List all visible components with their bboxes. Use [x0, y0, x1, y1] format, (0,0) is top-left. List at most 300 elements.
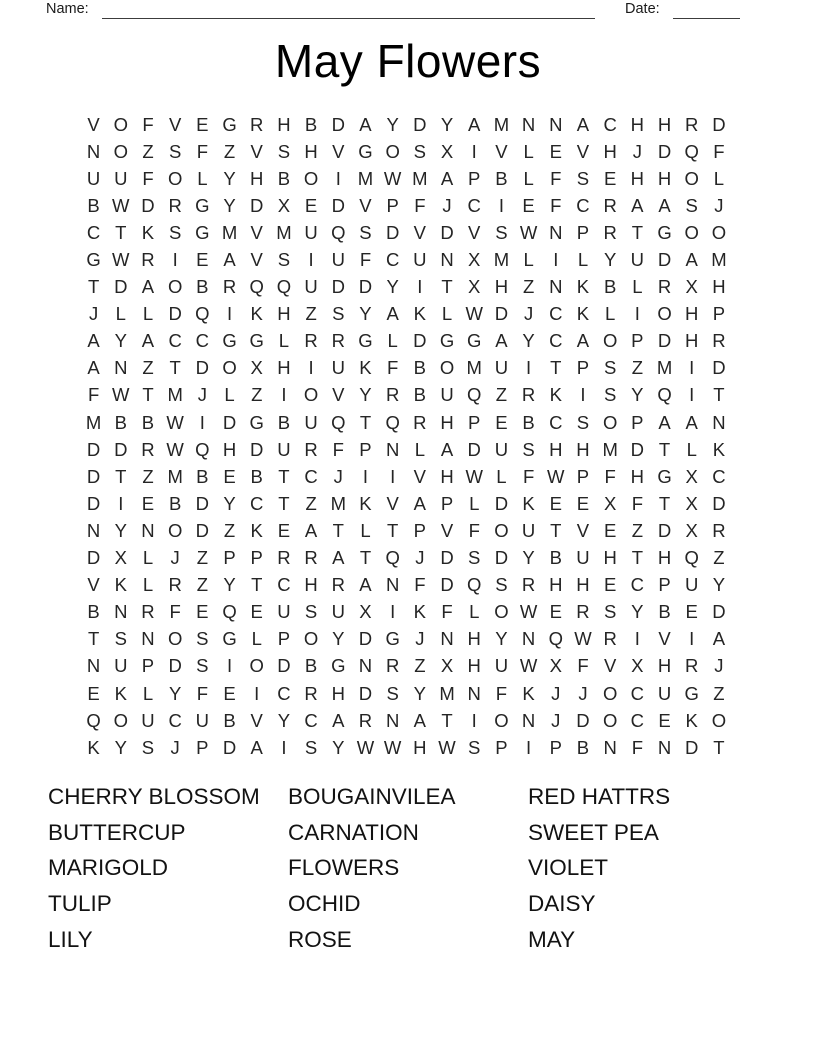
grid-letter: L: [278, 330, 290, 352]
grid-letter: S: [522, 438, 535, 460]
grid-letter: I: [498, 194, 504, 216]
grid-letter: T: [142, 384, 154, 406]
grid-letter: G: [657, 465, 672, 487]
grid-letter: E: [549, 492, 562, 514]
grid-letter: I: [526, 736, 532, 758]
grid-letter: Y: [114, 736, 127, 758]
grid-letter: G: [358, 140, 373, 162]
grid-letter: A: [87, 330, 100, 352]
grid-letter: N: [114, 601, 128, 623]
grid-letter: A: [576, 330, 590, 352]
grid-letter: H: [494, 276, 509, 298]
grid-letter: Y: [495, 628, 508, 650]
grid-letter: Q: [222, 601, 237, 623]
grid-letter: E: [603, 574, 617, 596]
grid-letter: D: [168, 303, 182, 325]
grid-letter: I: [199, 411, 205, 433]
grid-letter: Y: [332, 736, 345, 758]
grid-letter: A: [359, 574, 372, 596]
grid-letter: S: [168, 140, 182, 162]
grid-letter: F: [414, 574, 426, 596]
grid-letter: R: [413, 411, 427, 433]
grid-letter: G: [439, 330, 455, 352]
grid-letter: I: [526, 357, 532, 379]
grid-letter: H: [576, 438, 590, 460]
grid-letter: B: [658, 601, 671, 623]
grid-letter: H: [657, 167, 672, 189]
grid-letter: J: [714, 194, 724, 216]
grid-letter: S: [685, 194, 698, 216]
grid-letter: U: [576, 547, 590, 569]
grid-letter: S: [413, 140, 427, 162]
grid-letter: M: [439, 682, 455, 704]
grid-letter: Z: [142, 357, 154, 379]
grid-letter: J: [442, 194, 452, 216]
grid-letter: D: [413, 113, 427, 135]
grid-letter: L: [632, 276, 643, 298]
grid-letter: E: [522, 194, 535, 216]
grid-letter: L: [577, 249, 589, 271]
grid-letter: J: [170, 547, 180, 569]
grid-letter: I: [689, 357, 695, 379]
grid-letter: D: [331, 113, 345, 135]
grid-letter: Y: [223, 194, 236, 216]
grid-letter: N: [385, 438, 400, 460]
grid-letter: L: [142, 682, 154, 704]
grid-letter: X: [440, 140, 454, 162]
grid-letter: G: [195, 194, 210, 216]
grid-letter: K: [712, 438, 726, 460]
grid-letter: T: [87, 276, 100, 298]
grid-letter: V: [359, 194, 372, 216]
grid-letter: O: [494, 519, 509, 541]
grid-letter: H: [549, 574, 563, 596]
grid-letter: D: [712, 601, 726, 623]
grid-letter: X: [631, 655, 644, 677]
grid-letter: Y: [413, 682, 427, 704]
grid-letter: H: [304, 140, 318, 162]
word-list-item: TULIP: [48, 891, 112, 917]
grid-letter: Z: [522, 276, 535, 298]
grid-letter: Z: [713, 682, 725, 704]
grid-letter: J: [578, 682, 588, 704]
grid-letter: Y: [440, 113, 454, 135]
grid-letter: B: [576, 736, 590, 758]
grid-letter: D: [630, 438, 645, 460]
grid-letter: R: [141, 601, 155, 623]
grid-letter: W: [166, 438, 184, 460]
grid-letter: J: [523, 303, 534, 325]
grid-letter: A: [413, 492, 427, 514]
grid-letter: P: [386, 194, 399, 216]
grid-letter: M: [493, 113, 510, 135]
grid-letter: P: [250, 547, 263, 569]
grid-letter: R: [685, 113, 699, 135]
word-list-item: CARNATION: [288, 819, 419, 845]
grid-letter: K: [522, 492, 535, 514]
grid-letter: M: [167, 384, 183, 406]
grid-letter: B: [549, 547, 562, 569]
grid-letter: C: [549, 411, 563, 433]
grid-letter: B: [495, 167, 508, 189]
grid-letter: W: [519, 655, 538, 677]
grid-letter: M: [357, 167, 374, 189]
grid-letter: L: [414, 438, 425, 460]
grid-letter: H: [277, 113, 291, 135]
grid-letter: C: [712, 465, 726, 487]
grid-letter: S: [114, 628, 127, 650]
grid-letter: D: [494, 303, 509, 325]
grid-letter: D: [657, 249, 672, 271]
grid-letter: F: [713, 140, 725, 162]
grid-letter: Y: [359, 303, 372, 325]
grid-letter: V: [576, 519, 590, 541]
grid-letter: U: [114, 655, 128, 677]
word-list-item: FLOWERS: [288, 855, 400, 881]
grid-letter: R: [331, 330, 345, 352]
grid-letter: L: [142, 547, 154, 569]
grid-letter: R: [141, 438, 155, 460]
grid-letter: V: [87, 113, 100, 135]
grid-letter: W: [356, 736, 375, 758]
word-list-item: MARIGOLD: [48, 855, 169, 881]
grid-letter: B: [304, 655, 318, 677]
grid-letter: R: [250, 113, 264, 135]
word-list-item: SWEET PEA: [528, 819, 659, 845]
grid-letter: O: [684, 221, 699, 243]
grid-letter: V: [250, 709, 263, 731]
grid-letter: U: [630, 249, 645, 271]
grid-letter: O: [113, 140, 128, 162]
grid-letter: M: [602, 438, 618, 460]
grid-letter: C: [168, 709, 182, 731]
grid-letter: O: [167, 628, 183, 650]
grid-letter: E: [658, 709, 671, 731]
grid-letter: V: [440, 519, 454, 541]
grid-letter: K: [250, 303, 263, 325]
grid-letter: I: [390, 465, 396, 487]
grid-letter: O: [167, 519, 183, 541]
grid-letter: D: [657, 519, 672, 541]
grid-letter: D: [358, 628, 373, 650]
grid-letter: G: [249, 330, 264, 352]
grid-letter: F: [604, 465, 616, 487]
grid-letter: J: [632, 140, 642, 162]
word-list-item: LILY: [48, 926, 93, 952]
grid-letter: P: [576, 465, 590, 487]
grid-letter: X: [549, 655, 562, 677]
grid-letter: K: [549, 384, 562, 406]
grid-letter: J: [551, 709, 561, 731]
grid-letter: T: [713, 736, 725, 758]
grid-letter: K: [359, 357, 372, 379]
grid-letter: D: [331, 276, 345, 298]
grid-letter: B: [141, 411, 155, 433]
grid-letter: T: [115, 465, 127, 487]
grid-letter: D: [141, 194, 155, 216]
grid-letter: D: [712, 113, 726, 135]
grid-letter: J: [415, 628, 425, 650]
grid-letter: W: [465, 465, 483, 487]
grid-letter: X: [468, 249, 481, 271]
grid-letter: W: [383, 736, 402, 758]
grid-letter: N: [141, 519, 155, 541]
grid-letter: N: [141, 628, 155, 650]
grid-letter: C: [385, 249, 400, 271]
grid-letter: W: [519, 221, 538, 243]
grid-letter: Y: [223, 574, 236, 596]
grid-letter: H: [576, 574, 590, 596]
grid-letter: F: [196, 682, 208, 704]
grid-letter: L: [197, 167, 208, 189]
grid-letter: V: [332, 140, 345, 162]
grid-letter: L: [469, 492, 480, 514]
grid-letter: N: [549, 221, 563, 243]
grid-letter: I: [226, 655, 233, 677]
grid-letter: K: [522, 682, 535, 704]
grid-letter: A: [332, 709, 345, 731]
grid-letter: C: [549, 303, 563, 325]
grid-letter: Z: [631, 519, 643, 541]
grid-letter: S: [196, 655, 209, 677]
grid-letter: O: [303, 628, 319, 650]
grid-letter: I: [471, 709, 477, 731]
grid-letter: U: [277, 438, 291, 460]
grid-letter: D: [712, 492, 726, 514]
grid-letter: P: [631, 411, 644, 433]
grid-letter: P: [468, 167, 481, 189]
grid-letter: D: [277, 655, 291, 677]
grid-letter: I: [118, 492, 124, 514]
grid-letter: L: [523, 249, 534, 271]
grid-letter: O: [222, 357, 237, 379]
grid-letter: H: [467, 655, 481, 677]
grid-letter: I: [172, 249, 178, 271]
grid-letter: R: [304, 682, 318, 704]
grid-letter: Q: [657, 384, 672, 406]
grid-letter: D: [657, 330, 672, 352]
grid-letter: D: [358, 276, 373, 298]
grid-letter: K: [413, 601, 427, 623]
grid-letter: S: [277, 249, 291, 271]
grid-letter: S: [495, 574, 508, 596]
grid-letter: J: [714, 655, 724, 677]
grid-letter: B: [223, 709, 236, 731]
word-list-item: OCHID: [288, 891, 361, 917]
grid-letter: L: [523, 140, 534, 162]
grid-letter: L: [224, 384, 235, 406]
grid-letter: O: [303, 384, 319, 406]
grid-letter: A: [468, 113, 481, 135]
grid-letter: T: [359, 547, 372, 569]
grid-letter: T: [278, 492, 290, 514]
grid-letter: P: [712, 303, 726, 325]
name-fill-line: [102, 0, 595, 19]
word-list-item: VIOLET: [528, 855, 609, 881]
grid-letter: D: [467, 438, 481, 460]
grid-letter: I: [226, 303, 233, 325]
grid-letter: G: [195, 221, 210, 243]
grid-letter: C: [304, 709, 318, 731]
grid-letter: D: [195, 492, 210, 514]
grid-letter: V: [168, 113, 182, 135]
grid-letter: H: [277, 303, 291, 325]
grid-letter: T: [631, 221, 643, 243]
grid-letter: F: [387, 357, 399, 379]
grid-letter: W: [574, 628, 592, 650]
grid-letter: U: [331, 601, 345, 623]
grid-letter: U: [440, 384, 454, 406]
grid-letter: D: [494, 492, 509, 514]
grid-letter: D: [114, 438, 128, 460]
grid-letter: O: [602, 682, 618, 704]
grid-letter: C: [277, 574, 291, 596]
grid-letter: S: [603, 357, 617, 379]
grid-letter: C: [576, 194, 590, 216]
grid-letter: Z: [495, 384, 508, 406]
grid-letter: H: [467, 628, 481, 650]
grid-letter: P: [359, 438, 372, 460]
grid-letter: C: [195, 330, 210, 352]
grid-letter: D: [86, 465, 101, 487]
grid-letter: K: [250, 519, 263, 541]
grid-letter: E: [196, 601, 209, 623]
grid-letter: F: [468, 519, 480, 541]
grid-letter: Q: [331, 411, 346, 433]
grid-letter: C: [250, 492, 264, 514]
grid-letter: X: [440, 655, 454, 677]
grid-letter: F: [577, 655, 589, 677]
grid-letter: H: [630, 167, 645, 189]
grid-letter: R: [521, 574, 536, 596]
grid-letter: Z: [305, 303, 317, 325]
grid-letter: O: [113, 113, 128, 135]
grid-letter: D: [86, 547, 101, 569]
word-list-item: RED HATTRS: [528, 784, 671, 809]
grid-letter: C: [603, 113, 617, 135]
grid-letter: I: [580, 384, 586, 406]
grid-letter: Q: [195, 303, 210, 325]
grid-letter: D: [440, 547, 454, 569]
grid-letter: Z: [223, 519, 236, 541]
grid-letter: G: [86, 249, 101, 271]
grid-letter: U: [304, 411, 318, 433]
grid-letter: E: [223, 465, 236, 487]
grid-letter: N: [358, 655, 373, 677]
grid-letter: R: [358, 709, 373, 731]
grid-letter: N: [440, 249, 454, 271]
grid-letter: S: [304, 601, 318, 623]
word-list-column: [288, 779, 456, 957]
grid-letter: E: [196, 113, 209, 135]
grid-letter: Q: [385, 547, 400, 569]
grid-letter: R: [385, 655, 400, 677]
grid-letter: O: [113, 709, 128, 731]
grid-letter: Z: [142, 140, 154, 162]
grid-letter: T: [359, 411, 372, 433]
grid-letter: X: [685, 492, 698, 514]
grid-letter: D: [195, 519, 210, 541]
grid-letter: Q: [249, 276, 264, 298]
grid-letter: X: [468, 276, 481, 298]
grid-letter: V: [658, 628, 671, 650]
grid-letter: E: [495, 411, 508, 433]
grid-letter: V: [495, 140, 508, 162]
grid-letter: C: [168, 330, 182, 352]
grid-letter: Q: [276, 276, 292, 298]
grid-letter: H: [277, 357, 291, 379]
grid-letter: U: [657, 682, 672, 704]
grid-letter: P: [141, 655, 155, 677]
grid-letter: A: [658, 411, 671, 433]
grid-letter: F: [631, 492, 643, 514]
grid-letter: R: [222, 276, 237, 298]
grid-letter: M: [85, 411, 102, 433]
grid-letter: D: [195, 357, 210, 379]
grid-letter: L: [713, 167, 725, 189]
grid-letter: B: [114, 411, 127, 433]
grid-letter: N: [385, 709, 400, 731]
grid-letter: A: [141, 276, 155, 298]
grid-letter: R: [304, 330, 318, 352]
grid-letter: R: [385, 384, 400, 406]
grid-letter: D: [440, 574, 454, 596]
grid-letter: R: [168, 574, 182, 596]
grid-letter: P: [576, 357, 590, 379]
grid-letter: T: [550, 357, 562, 379]
grid-letter: S: [576, 411, 590, 433]
grid-letter: S: [277, 140, 291, 162]
grid-letter: R: [331, 574, 345, 596]
page-title: May Flowers: [274, 35, 542, 87]
grid-letter: T: [441, 276, 453, 298]
grid-letter: A: [658, 194, 671, 216]
grid-letter: K: [685, 709, 698, 731]
grid-letter: O: [494, 709, 509, 731]
grid-letter: T: [713, 384, 725, 406]
grid-letter: S: [468, 736, 481, 758]
grid-letter: E: [549, 601, 562, 623]
grid-letter: I: [308, 249, 314, 271]
grid-letter: A: [495, 330, 508, 352]
grid-letter: L: [387, 330, 398, 352]
grid-letter: U: [304, 221, 318, 243]
grid-letter: I: [417, 276, 423, 298]
grid-letter: U: [141, 709, 155, 731]
grid-letter: V: [576, 140, 590, 162]
grid-letter: A: [359, 113, 372, 135]
word-list-column: [48, 779, 260, 957]
word-list-item: BUTTERCUP: [48, 819, 186, 845]
grid-letter: V: [603, 655, 617, 677]
grid-letter: F: [169, 601, 181, 623]
grid-letter: R: [304, 547, 318, 569]
grid-letter: R: [712, 330, 726, 352]
grid-letter: A: [576, 113, 590, 135]
grid-letter: L: [360, 519, 371, 541]
grid-letter: D: [250, 194, 264, 216]
grid-letter: R: [712, 519, 726, 541]
grid-letter: K: [114, 574, 127, 596]
grid-letter: C: [277, 682, 291, 704]
grid-letter: Z: [223, 140, 236, 162]
grid-letter: T: [251, 574, 263, 596]
grid-letter: W: [547, 465, 565, 487]
grid-letter: Z: [142, 465, 154, 487]
grid-letter: P: [658, 574, 671, 596]
grid-letter: T: [332, 519, 344, 541]
grid-letter: N: [114, 357, 128, 379]
